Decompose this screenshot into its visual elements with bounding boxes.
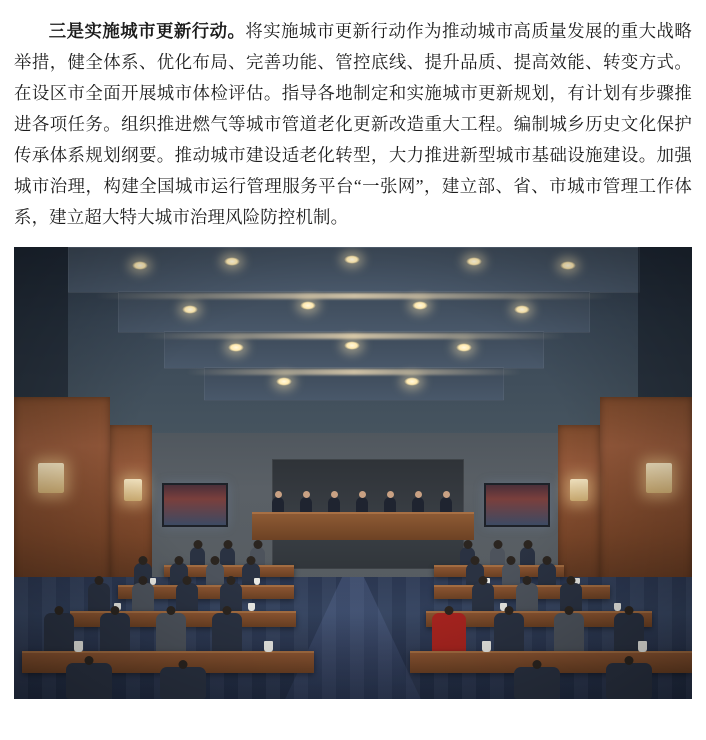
cove-light <box>142 333 566 339</box>
attendee <box>220 547 235 567</box>
ceiling-light <box>412 301 428 310</box>
wall-sconce <box>646 463 672 493</box>
ceiling-light <box>132 261 148 270</box>
ceiling-panel <box>68 247 640 293</box>
attendee <box>176 583 198 613</box>
wall-wood-panel <box>14 397 110 593</box>
attendee-foreground <box>66 663 112 699</box>
head-table-person <box>300 497 312 513</box>
ceiling-light <box>344 341 360 350</box>
meeting-photo <box>14 247 692 699</box>
ceiling-light <box>300 301 316 310</box>
ceiling-light <box>182 305 198 314</box>
attendee <box>490 547 505 567</box>
cove-light <box>186 369 522 375</box>
attendee-foreground <box>606 663 652 699</box>
attendee-foreground <box>160 667 206 699</box>
attendee <box>190 547 205 567</box>
ceiling-light <box>228 343 244 352</box>
ceiling-light <box>456 343 472 352</box>
attendee <box>132 583 154 613</box>
attendee <box>538 563 556 587</box>
wall-wood-panel <box>558 425 600 585</box>
article-paragraph <box>14 16 692 233</box>
attendee <box>88 583 110 613</box>
attendee <box>516 583 538 613</box>
wall-wood-panel <box>600 397 692 593</box>
teacup <box>254 578 260 585</box>
display-screen-right <box>484 483 550 527</box>
ceiling-light <box>344 255 360 264</box>
teacup <box>638 641 647 652</box>
teacup <box>264 641 273 652</box>
display-screen-left <box>162 483 228 527</box>
head-table-person <box>272 497 284 513</box>
ceiling-light <box>276 377 292 386</box>
head-table-person <box>356 497 368 513</box>
teacup <box>482 641 491 652</box>
head-table-person <box>412 497 424 513</box>
wall-sconce <box>570 479 588 501</box>
attendee <box>502 563 520 587</box>
teacup <box>74 641 83 652</box>
figure <box>14 247 692 699</box>
paragraph-lead: 三是实施城市更新行动。 <box>48 21 246 41</box>
ceiling-light <box>466 257 482 266</box>
teacup <box>248 603 255 611</box>
attendee <box>472 583 494 613</box>
wall-sconce <box>124 479 142 501</box>
attendee <box>206 563 224 587</box>
attendee-foreground <box>514 667 560 699</box>
attendee <box>520 547 535 567</box>
wall-sconce <box>38 463 64 493</box>
head-table-person <box>328 497 340 513</box>
head-table <box>252 512 474 540</box>
ceiling-light <box>224 257 240 266</box>
ceiling-light <box>404 377 420 386</box>
head-table-person <box>440 497 452 513</box>
paragraph-body: 将实施城市更新行动作为推动城市高质量发展的重大战略举措，健全体系、优化布局、完善功能、管控底线、提升品质、提高效能、转变方式。在设区市全面开展城市体检评估。指导各地制定和实施城市更新规划，有计划有步骤推进各项任务。组织推进燃气等城市管道老化更新改造重大工程。编制城乡历史文化保护传承体系规划纲要。推动城市建设适老化转型，大力推进新型城市基础设施建设。加强城市治理，构建全国城市运行管理服务平台“一张网”，建立部、省、市城市管理工作体系，建立超大特大城市治理风险防控机制。 <box>14 21 692 227</box>
ceiling-light <box>514 305 530 314</box>
cove-light <box>94 293 614 299</box>
ceiling-light <box>560 261 576 270</box>
teacup <box>614 603 621 611</box>
head-table-person <box>384 497 396 513</box>
